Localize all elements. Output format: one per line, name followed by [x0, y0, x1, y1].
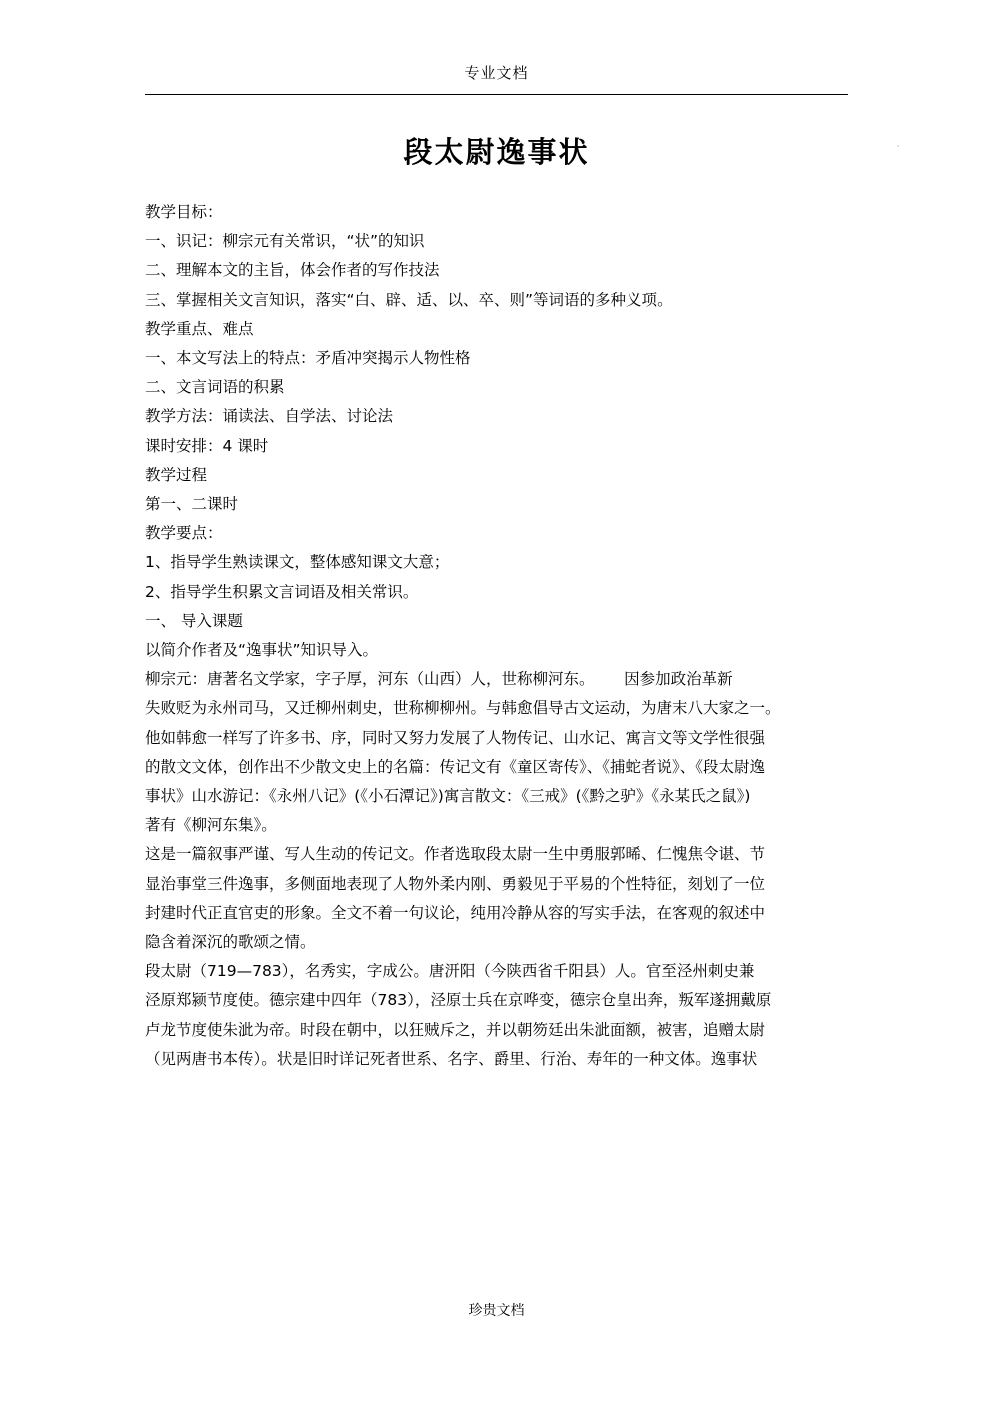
text-line: 卢龙节度使朱泚为帝。时段在朝中，以狂贼斥之，并以朝笏廷出朱泚面额，被害，追赠太尉 [145, 1020, 766, 1039]
text-line: 著有《柳河东集》。 [145, 816, 277, 835]
text-line: 教学目标： [145, 203, 223, 221]
text-line: 教学要点： [145, 524, 223, 543]
page-footer: 珍贵文档 [468, 1303, 525, 1319]
text-line: 失败贬为永州司马，又迁柳州刺史，世称柳柳州。与韩愈倡导古文运动，为唐末八大家之一。 [145, 699, 781, 718]
header-divider [145, 94, 848, 95]
text-line: 2、指导学生积累文言词语及相关常识。 [145, 582, 419, 601]
document-body [145, 198, 853, 1074]
text-line: 事状》山水游记：《永州八记》(《小石潭记》)寓言散文：《三戒》(《黔之驴》《永某氏之鼠》) [145, 787, 751, 806]
text-line: 教学重点、难点 [145, 319, 254, 338]
text-line: 一、 导入课题 [145, 611, 243, 630]
text-line: 一、本文写法上的特点：矛盾冲突揭示人物性格 [145, 349, 471, 368]
text-line: 课时安排：4 课时 [145, 436, 269, 455]
text-line: 一、识记：柳宗元有关常识，“状”的知识 [145, 232, 425, 251]
text-line: 段太尉（719—783），名秀实，字成公。唐汧阳（今陕西省千阳县）人。官至泾州刺史兼 [145, 962, 755, 981]
text-line: 第一、二课时 [145, 495, 239, 514]
text-line: 二、文言词语的积累 [145, 378, 285, 397]
text-line: 的散文文体，创作出不少散文史上的名篇：传记文有《童区寄传》、《捕蛇者说》、《段太尉逸 [145, 757, 766, 776]
text-line: 教学过程 [145, 465, 208, 484]
text-line: 三、掌握相关文言知识，落实“白、辟、适、以、卒、则”等词语的多种义项。 [145, 290, 673, 309]
text-line: 他如韩愈一样写了许多书、序，同时又努力发展了人物传记、山水记、寓言文等文学性很强 [145, 728, 766, 747]
text-line: 教学方法：诵读法、自学法、讨论法 [145, 407, 394, 426]
text-line: 封建时代正直官吏的形象。全文不着一句议论，纯用冷静从容的写实手法，在客观的叙述中 [145, 903, 766, 922]
text-line: 以简介作者及“逸事状”知识导入。 [145, 641, 379, 660]
text-line: 柳宗元：唐著名文学家，字子厚，河东（山西）人，世称柳河东。 因参加政治革新 [145, 670, 733, 689]
text-line: 泾原郑颍节度使。德宗建中四年（783），泾原士兵在京哗变，德宗仓皇出奔，叛军遂拥戴原 [145, 991, 772, 1010]
text-line: （见两唐书本传）。状是旧时详记死者世系、名字、爵里、行治、寿年的一种文体。逸事状 [145, 1049, 758, 1068]
corner-mark: · [896, 140, 901, 155]
text-line: 二、理解本文的主旨，体会作者的写作技法 [145, 261, 440, 280]
page-title: 段太尉逸事状 [403, 135, 590, 169]
text-line: 隐含着深沉的歌颂之情。 [145, 933, 316, 952]
text-line: 显治事堂三件逸事，多侧面地表现了人物外柔内刚、勇毅见于平易的个性特征，刻划了一位 [145, 874, 766, 893]
text-line: 这是一篇叙事严谨、写人生动的传记文。作者选取段太尉一生中勇服郭晞、仁愧焦令谌、节 [145, 845, 766, 864]
page-header: 专业文档 [464, 64, 529, 82]
text-line: 1、指导学生熟读课文，整体感知课文大意； [145, 553, 450, 572]
